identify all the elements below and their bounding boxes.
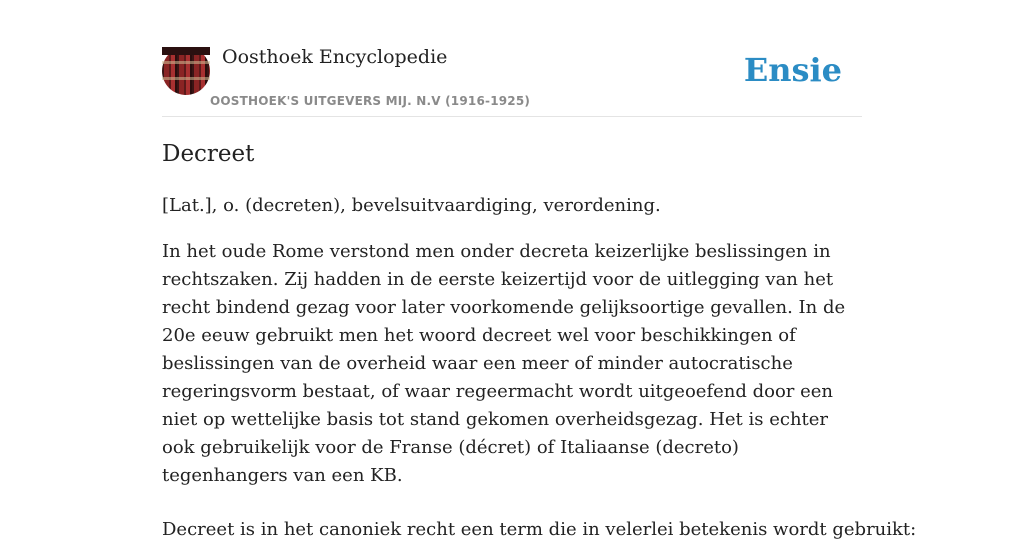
ensie-logo-link[interactable]: Ensie	[743, 51, 842, 89]
article-definition: [Lat.], o. (decreten), bevelsuitvaardiging, verordening.	[162, 195, 661, 216]
article	[162, 138, 917, 544]
article-title: Decreet	[162, 141, 255, 167]
site-title-link[interactable]: Oosthoek Encyclopedie	[222, 46, 448, 68]
site-header	[162, 46, 862, 117]
avatar-shelf-shadow	[162, 47, 210, 55]
publisher-label: OOSTHOEK'S UITGEVERS MIJ. N.V (1916-1925)	[210, 94, 531, 108]
article-paragraph-2: Decreet is in het canoniek recht een term die in velerlei betekenis wordt gebruikt:	[162, 519, 917, 540]
article-paragraph-1: In het oude Rome verstond men onder decreta keizerlijke beslissingen in rechtszaken. Zij hadden in de eerste keizertijd voor de uitlegging van het recht bindend gezag voor later voorkomende gelijksoortige gevallen. In de 20e eeuw gebruikt men het woord decreet wel voor beschikkingen of beslissingen van de overheid waar een meer of minder autocratische regeringsvorm bestaat, of waar regeermacht wordt uitgeoefend door een niet op wettelijke basis tot stand gekomen overheidsgezag. Het is echter ook gebruikelijk voor de Franse (décret) of Italiaanse (decreto) tegenhangers van een KB.	[162, 241, 846, 486]
encyclopedia-books-avatar[interactable]	[162, 47, 210, 95]
